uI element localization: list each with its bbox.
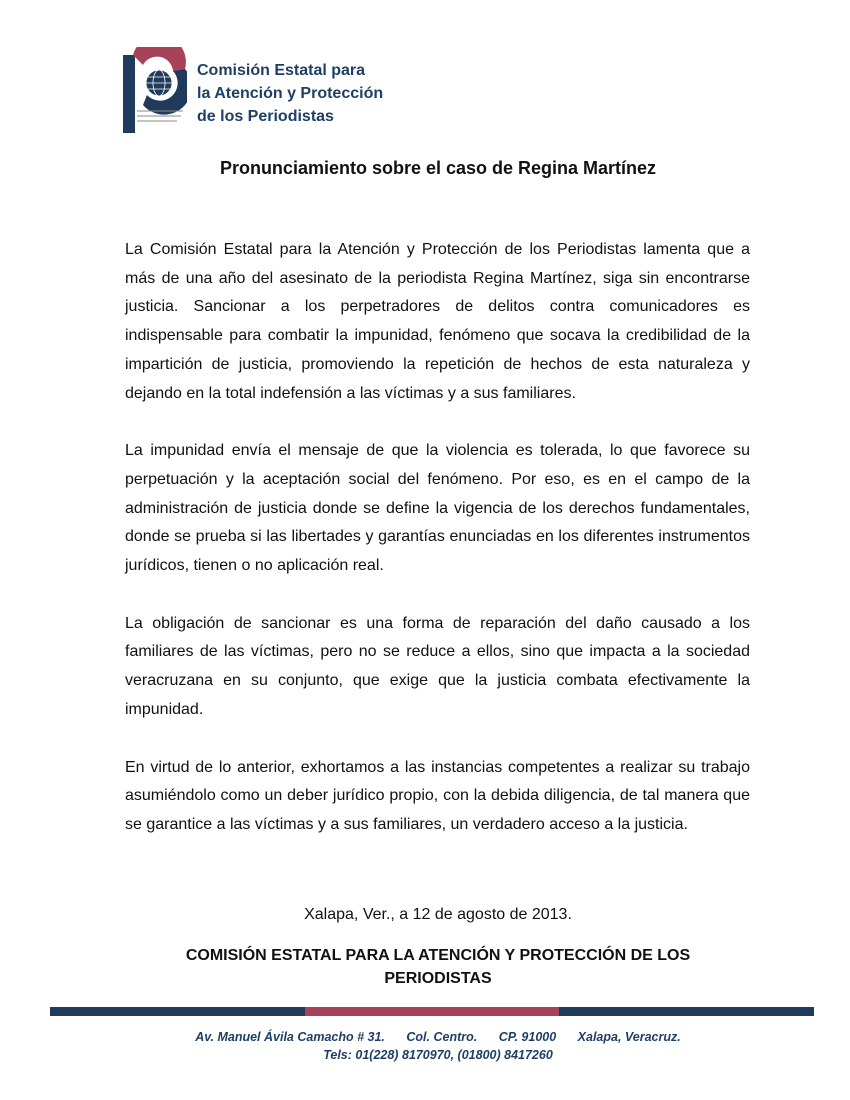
address-colonia: Col. Centro.: [406, 1030, 478, 1044]
org-name: [197, 59, 383, 128]
org-name-line: Comisión Estatal para: [197, 62, 366, 79]
address-line: [0, 1028, 850, 1046]
address-city: Xalapa, Veracruz.: [577, 1030, 681, 1044]
org-name-line: la Atención y Protección: [197, 85, 384, 102]
signature-line: PERIODISTAS: [384, 970, 492, 987]
paragraph: La impunidad envía el mensaje de que la violencia es tolerada, lo que favorece su perpetuación y la aceptación social del fenómeno. Por eso, es en el campo de la administración de justicia donde se define la vigencia de los derechos fundamentales, donde se prueba si las libertades y garantías enunciadas en los diferentes instrumentos jurídicos, tienen o no aplicación real.: [125, 442, 750, 575]
signature-block: [150, 944, 726, 990]
footer-address: [0, 1028, 850, 1064]
footer-divider-accent: [305, 1007, 559, 1016]
place-date: Xalapa, Ver., a 12 de agosto de 2013.: [304, 906, 572, 923]
logo-arc-red: [133, 47, 186, 71]
address-street: Av. Manuel Ávila Camacho # 31.: [195, 1030, 385, 1044]
address-postal-code: CP. 91000: [498, 1030, 557, 1044]
document-title: Pronunciamiento sobre el caso de Regina Martínez: [219, 158, 657, 178]
signature-line: COMISIÓN ESTATAL PARA LA ATENCIÓN Y PROTECCIÓN DE LOS: [185, 947, 691, 964]
commission-logo: [123, 47, 187, 133]
org-name-line: de los Periodistas: [197, 108, 334, 125]
paragraph: La obligación de sancionar es una forma de reparación del daño causado a los familiares de las víctimas, pero no se reduce a ellos, sino que impacta a la sociedad veracruzana en su conjunto, que exige que la justicia combata efectivamente la impunidad.: [125, 614, 750, 718]
paragraph: En virtud de lo anterior, exhortamos a las instancias competentes a realizar su trabajo asumiéndolo como un deber jurídico propio, con la debida diligencia, de tal manera que se garantice a las víctimas y a sus familiares, un verdadero acceso a la justicia.: [125, 758, 750, 833]
logo-stem: [123, 55, 135, 133]
paragraph: La Comisión Estatal para la Atención y Protección de los Periodistas lamenta que a más de una año del asesinato de la periodista Regina Martínez, siga sin encontrarse justicia. Sancionar a los perpetradores de delitos contra comunicadores es indispensable para combatir la impunidad, fenómeno que socava la credibilidad de la impartición de justicia, promoviendo la repetición de hechos de esta naturaleza y dejando en la total indefensión a las víctimas y a sus familiares.: [125, 241, 750, 402]
document-body: [125, 236, 750, 869]
phone-line: Tels: 01(228) 8170970, (01800) 8417260: [323, 1048, 553, 1062]
